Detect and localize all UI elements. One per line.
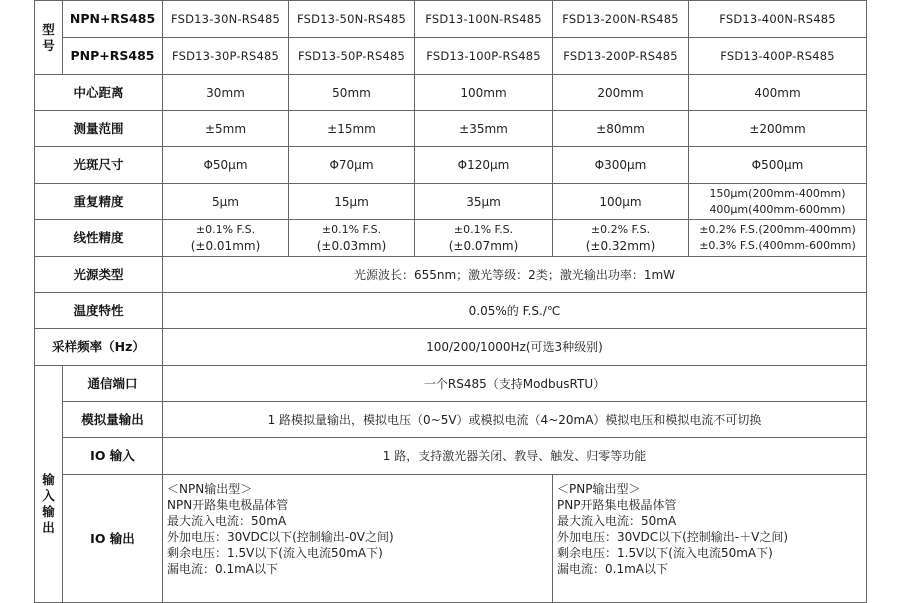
- spec-cell: Φ50μm: [163, 147, 289, 184]
- temperature-row: [35, 293, 867, 329]
- spec-line: (±0.32mm): [585, 239, 656, 253]
- repeatability-row: [35, 184, 867, 220]
- spec-cell-wide: 1 路，支持激光器关闭、教导、触发、归零等功能: [163, 438, 867, 475]
- spec-cell: Φ500μm: [689, 147, 867, 184]
- spec-line: 漏电流：0.1mA以下: [167, 562, 278, 576]
- spec-cell: Φ300μm: [553, 147, 689, 184]
- pnp-output-spec: [553, 475, 867, 603]
- row-label: 测量范围: [35, 111, 163, 147]
- analog-output-row: [35, 402, 867, 438]
- spec-cell-two-line: [163, 220, 289, 257]
- light-source-row: [35, 257, 867, 293]
- spec-cell-two-line: [289, 220, 415, 257]
- io-output-row: [35, 475, 867, 603]
- spec-cell-two-line: [689, 220, 867, 257]
- spec-line: 剩余电压：1.5V以下(流入电流50mA下): [167, 546, 383, 560]
- model-cell: FSD13-400P-RS485: [689, 38, 867, 75]
- model-cell: FSD13-200P-RS485: [553, 38, 689, 75]
- io-input-row: [35, 438, 867, 475]
- spec-line: 剩余电压：1.5V以下(流入电流50mA下): [557, 546, 773, 560]
- model-row-npn: [35, 1, 867, 38]
- spot-size-row: [35, 147, 867, 184]
- spec-cell: ±80mm: [553, 111, 689, 147]
- spec-table: [34, 0, 867, 603]
- row-label: 温度特性: [35, 293, 163, 329]
- row-label: 光源类型: [35, 257, 163, 293]
- spec-line: 漏电流：0.1mA以下: [557, 562, 668, 576]
- model-cell: FSD13-30N-RS485: [163, 1, 289, 38]
- spec-line: 外加电压：30VDC以下(控制输出-0V之间): [167, 530, 394, 544]
- spec-cell: 400mm: [689, 75, 867, 111]
- comm-port-row: [35, 366, 867, 402]
- model-cell: FSD13-30P-RS485: [163, 38, 289, 75]
- spec-cell-wide: 一个RS485（支持ModbusRTU）: [163, 366, 867, 402]
- model-row-pnp: [35, 38, 867, 75]
- model-type-npn: NPN+RS485: [63, 1, 163, 38]
- model-cell: FSD13-50P-RS485: [289, 38, 415, 75]
- spec-cell-two-line: [689, 184, 867, 220]
- spec-line: ＜PNP输出型＞: [557, 482, 641, 496]
- row-label: IO 输出: [63, 475, 163, 603]
- spec-cell-two-line: [415, 220, 553, 257]
- spec-cell: 50mm: [289, 75, 415, 111]
- row-label: 重复精度: [35, 184, 163, 220]
- io-section-label: 输入输出: [35, 366, 63, 603]
- spec-line: (±0.01mm): [190, 239, 261, 253]
- row-label: IO 输入: [63, 438, 163, 475]
- model-label: 型号: [35, 1, 63, 75]
- spec-line: ±0.2% F.S.(200mm-400mm): [699, 223, 856, 236]
- spec-cell-wide: 0.05%的 F.S./℃: [163, 293, 867, 329]
- spec-line: 外加电压：30VDC以下(控制输出-＋V之间): [557, 530, 789, 544]
- spec-line: ±0.1% F.S.: [453, 223, 514, 236]
- model-type-pnp: PNP+RS485: [63, 38, 163, 75]
- spec-cell: ±200mm: [689, 111, 867, 147]
- spec-line: ±0.1% F.S.: [195, 223, 256, 236]
- spec-cell: Φ120μm: [415, 147, 553, 184]
- model-cell: FSD13-100N-RS485: [415, 1, 553, 38]
- model-cell: FSD13-100P-RS485: [415, 38, 553, 75]
- spec-cell: 200mm: [553, 75, 689, 111]
- spec-cell: 100μm: [553, 184, 689, 220]
- model-cell: FSD13-50N-RS485: [289, 1, 415, 38]
- spec-line: (±0.07mm): [448, 239, 519, 253]
- row-label: 模拟量输出: [63, 402, 163, 438]
- spec-line: 400μm(400mm-600mm): [709, 202, 846, 216]
- sampling-row: [35, 329, 867, 366]
- model-cell: FSD13-200N-RS485: [553, 1, 689, 38]
- spec-cell: 15μm: [289, 184, 415, 220]
- measure-range-row: [35, 111, 867, 147]
- spec-cell: 30mm: [163, 75, 289, 111]
- spec-cell: 5μm: [163, 184, 289, 220]
- row-label: 采样频率（Hz）: [35, 329, 163, 366]
- spec-cell-wide: 光源波长：655nm；激光等级：2类；激光输出功率：1mW: [163, 257, 867, 293]
- spec-line: 最大流入电流：50mA: [167, 514, 287, 528]
- spec-line: ±0.1% F.S.: [321, 223, 382, 236]
- row-label: 中心距离: [35, 75, 163, 111]
- row-label: 通信端口: [63, 366, 163, 402]
- spec-cell-two-line: [553, 220, 689, 257]
- spec-line: ＜NPN输出型＞: [167, 482, 253, 496]
- row-label: 线性精度: [35, 220, 163, 257]
- spec-cell: ±5mm: [163, 111, 289, 147]
- model-cell: FSD13-400N-RS485: [689, 1, 867, 38]
- spec-cell: Φ70μm: [289, 147, 415, 184]
- row-label: 光斑尺寸: [35, 147, 163, 184]
- spec-line: (±0.03mm): [316, 239, 387, 253]
- spec-cell: ±15mm: [289, 111, 415, 147]
- spec-line: ±0.2% F.S.: [590, 223, 651, 236]
- spec-line: 150μm(200mm-400mm): [709, 186, 846, 200]
- spec-line: ±0.3% F.S.(400mm-600mm): [699, 239, 856, 252]
- spec-line: 最大流入电流：50mA: [557, 514, 677, 528]
- spec-cell: 35μm: [415, 184, 553, 220]
- center-distance-row: [35, 75, 867, 111]
- npn-output-spec: [163, 475, 553, 603]
- spec-line: NPN开路集电极晶体管: [167, 498, 289, 512]
- spec-cell-wide: 1 路模拟量输出，模拟电压（0~5V）或模拟电流（4~20mA）模拟电压和模拟电流不可切换: [163, 402, 867, 438]
- spec-cell-wide: 100/200/1000Hz(可选3种级别): [163, 329, 867, 366]
- spec-cell: 100mm: [415, 75, 553, 111]
- spec-cell: ±35mm: [415, 111, 553, 147]
- spec-line: PNP开路集电极晶体管: [557, 498, 677, 512]
- linearity-row: [35, 220, 867, 257]
